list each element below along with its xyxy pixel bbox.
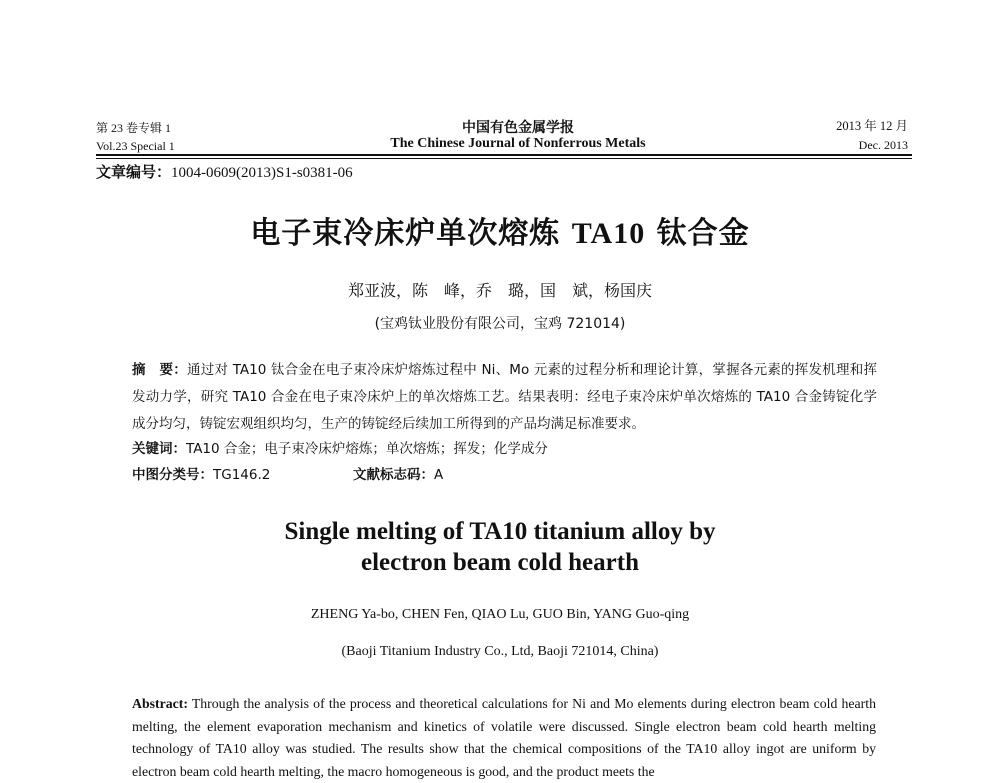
journal-name-cn: 中国有色金属学报 [462,120,574,136]
article-number [96,161,353,182]
classification-line [132,464,632,486]
english-title-line1: Single melting of TA10 titanium alloy by [284,518,716,545]
english-affiliation: (Baoji Titanium Industry Co., Ltd, Baoji 721014, China) [341,644,659,659]
chinese-title [0,208,1000,252]
journal-name-en: The Chinese Journal of Nonferrous Metals [390,136,646,151]
article-number-value: 1004-0609(2013)S1-s0381-06 [171,165,353,181]
chinese-title-part3: 钛合金 [645,216,750,251]
volume-en: Vol.23 Special 1 [96,139,175,153]
english-abstract-label: Abstract: [132,696,188,711]
classification-value: TG146.2 [213,467,271,483]
chinese-keywords [132,438,548,460]
english-title-line2: electron beam cold hearth [361,549,639,576]
chinese-title-part1: 电子束冷床炉单次熔炼 [250,216,572,251]
english-authors: ZHENG Ya-bo, CHEN Fen, QIAO Lu, GUO Bin, YANG Guo-qing [310,607,690,622]
document-code-value: A [434,467,444,483]
english-title [0,516,1000,578]
chinese-affiliation: (宝鸡钛业股份有限公司，宝鸡 721014) [374,316,626,332]
chinese-authors: 郑亚波，陈 峰，乔 璐，国 斌，杨国庆 [347,281,652,300]
article-number-label: 文章编号： [96,163,172,181]
keywords-text: TA10 合金；电子束冷床炉熔炼；单次熔炼；挥发；化学成分 [186,441,548,457]
document-code-label: 文献标志码： [353,467,434,483]
chinese-abstract [132,357,877,438]
date-en: Dec. 2013 [858,138,908,152]
chinese-title-part2: TA10 [571,217,646,250]
keywords-label: 关键词： [132,441,186,457]
chinese-abstract-text: 通过对 TA10 钛合金在电子束冷床炉熔炼过程中 Ni、Mo 元素的过程分析和理论计算，掌握各元素的挥发机理和挥发动力学，研究 TA10 合金在电子束冷床炉上的单次熔炼工艺。结果表明：经电子束冷床炉单次熔炼的 TA10 合金铸锭化学成分均匀，铸锭宏观组织均匀，生产的铸锭经后续加工所得到的产品均满足标准要求。 [132,362,877,432]
header-rule-thin [96,158,912,159]
volume-cn: 第 23 卷专辑 1 [96,121,172,135]
date-cn: 2013 年 12 月 [836,119,908,133]
chinese-abstract-label: 摘 要： [132,362,187,378]
header-rule-thick [96,154,912,156]
english-abstract [132,693,876,783]
english-abstract-text: Through the analysis of the process and theoretical calculations for Ni and Mo elements during electron beam cold hearth melting, the element evaporation mechanism and kinetics of volatile were discussed. Single electron beam cold hearth melting technology of TA10 alloy was studied. The results show that the chemical compositions of the TA10 alloy ingot are uniform by electron beam cold hearth melting, the macro homogeneous is good, and the product meets the [132,696,876,779]
classification-label: 中图分类号： [132,467,213,483]
